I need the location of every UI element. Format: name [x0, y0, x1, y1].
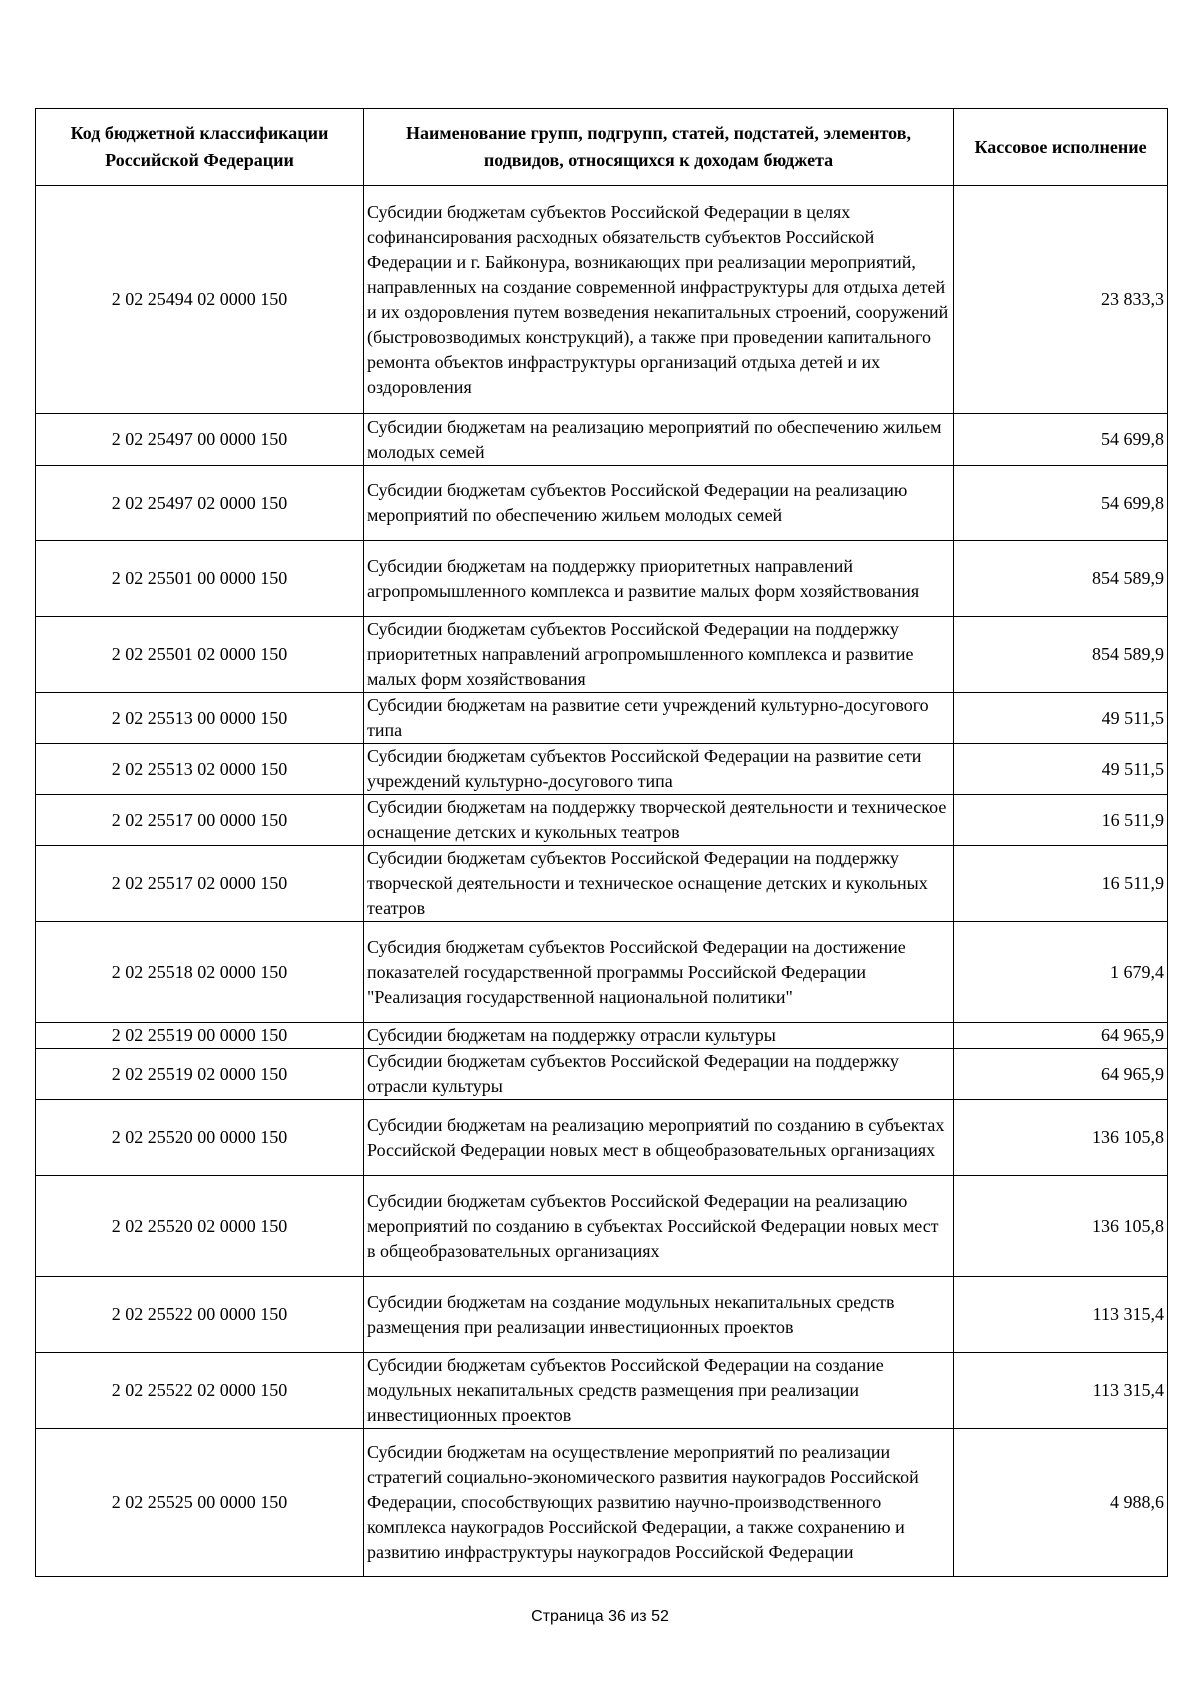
header-amount: Кассовое исполнение — [954, 109, 1168, 186]
table-row — [36, 1353, 1168, 1429]
row-code: 2 02 25517 00 0000 150 — [36, 795, 364, 846]
row-amount: 854 589,9 — [954, 541, 1168, 617]
table-row — [36, 1429, 1168, 1577]
row-code: 2 02 25517 02 0000 150 — [36, 846, 364, 922]
table-row — [36, 1023, 1168, 1049]
row-name: Субсидии бюджетам субъектов Российской Федерации на создание модульных некапитальных средств размещения при реализации инвестиционных проектов — [364, 1353, 954, 1429]
row-name: Субсидии бюджетам на осуществление мероприятий по реализации стратегий социально-экономического развития наукоградов Российской Федерации, способствующих развитию научно-производственного комплекса наукоградов Российской Федерации, а также сохранению и развитию инфраструктуры наукоградов Российской Федерации — [364, 1429, 954, 1577]
table-row — [36, 693, 1168, 744]
table-row — [36, 1277, 1168, 1353]
table-row — [36, 744, 1168, 795]
row-code: 2 02 25513 00 0000 150 — [36, 693, 364, 744]
row-code: 2 02 25497 02 0000 150 — [36, 466, 364, 541]
row-amount: 49 511,5 — [954, 744, 1168, 795]
row-amount: 16 511,9 — [954, 795, 1168, 846]
row-name: Субсидия бюджетам субъектов Российской Федерации на достижение показателей государственной программы Российской Федерации "Реализация государственной национальной политики" — [364, 922, 954, 1023]
table-row — [36, 1100, 1168, 1176]
row-name: Субсидии бюджетам на создание модульных некапитальных средств размещения при реализации инвестиционных проектов — [364, 1277, 954, 1353]
row-code: 2 02 25525 00 0000 150 — [36, 1429, 364, 1577]
row-amount: 1 679,4 — [954, 922, 1168, 1023]
row-amount: 113 315,4 — [954, 1353, 1168, 1429]
table-row — [36, 922, 1168, 1023]
table-row — [36, 1049, 1168, 1100]
table-row — [36, 466, 1168, 541]
row-name: Субсидии бюджетам на реализацию мероприятий по обеспечению жильем молодых семей — [364, 414, 954, 466]
table-header-row — [36, 109, 1168, 186]
row-code: 2 02 25519 02 0000 150 — [36, 1049, 364, 1100]
row-code: 2 02 25497 00 0000 150 — [36, 414, 364, 466]
row-code: 2 02 25501 00 0000 150 — [36, 541, 364, 617]
row-code: 2 02 25520 02 0000 150 — [36, 1176, 364, 1277]
row-name: Субсидии бюджетам на поддержку творческой деятельности и техническое оснащение детских и кукольных театров — [364, 795, 954, 846]
row-code: 2 02 25494 02 0000 150 — [36, 186, 364, 414]
row-amount: 136 105,8 — [954, 1176, 1168, 1277]
row-name: Субсидии бюджетам субъектов Российской Федерации на развитие сети учреждений культурно-досугового типа — [364, 744, 954, 795]
row-amount: 113 315,4 — [954, 1277, 1168, 1353]
row-amount: 64 965,9 — [954, 1049, 1168, 1100]
table-row — [36, 846, 1168, 922]
table-row — [36, 1176, 1168, 1277]
row-code: 2 02 25518 02 0000 150 — [36, 922, 364, 1023]
row-name: Субсидии бюджетам субъектов Российской Федерации в целях софинансирования расходных обязательств субъектов Российской Федерации и г. Байконура, возникающих при реализации мероприятий, направленных на создание современной инфраструктуры для отдыха детей и их оздоровления путем возведения некапитальных строений, сооружений (быстровозводимых конструкций), а также при проведении капитального ремонта объектов инфраструктуры организаций отдыха детей и их оздоровления — [364, 186, 954, 414]
row-name: Субсидии бюджетам на поддержку приоритетных направлений агропромышленного комплекса и развитие малых форм хозяйствования — [364, 541, 954, 617]
row-amount: 16 511,9 — [954, 846, 1168, 922]
budget-revenue-table — [35, 108, 1168, 1577]
row-name: Субсидии бюджетам субъектов Российской Федерации на поддержку творческой деятельности и техническое оснащение детских и кукольных театров — [364, 846, 954, 922]
header-name: Наименование групп, подгрупп, статей, подстатей, элементов, подвидов, относящихся к доходам бюджета — [364, 109, 954, 186]
row-code: 2 02 25522 00 0000 150 — [36, 1277, 364, 1353]
row-code: 2 02 25519 00 0000 150 — [36, 1023, 364, 1049]
table-row — [36, 541, 1168, 617]
row-code: 2 02 25520 00 0000 150 — [36, 1100, 364, 1176]
row-amount: 4 988,6 — [954, 1429, 1168, 1577]
row-amount: 49 511,5 — [954, 693, 1168, 744]
header-code: Код бюджетной классификации Российской Федерации — [36, 109, 364, 186]
table-row — [36, 795, 1168, 846]
row-name: Субсидии бюджетам субъектов Российской Федерации на реализацию мероприятий по обеспечению жильем молодых семей — [364, 466, 954, 541]
table-row — [36, 617, 1168, 693]
row-amount: 54 699,8 — [954, 466, 1168, 541]
row-amount: 23 833,3 — [954, 186, 1168, 414]
row-name: Субсидии бюджетам на поддержку отрасли культуры — [364, 1023, 954, 1049]
row-amount: 64 965,9 — [954, 1023, 1168, 1049]
table-row — [36, 414, 1168, 466]
row-name: Субсидии бюджетам субъектов Российской Федерации на реализацию мероприятий по созданию в субъектах Российской Федерации новых мест в общеобразовательных организациях — [364, 1176, 954, 1277]
row-code: 2 02 25522 02 0000 150 — [36, 1353, 364, 1429]
row-amount: 854 589,9 — [954, 617, 1168, 693]
page-number: Страница 36 из 52 — [531, 1608, 669, 1625]
row-name: Субсидии бюджетам субъектов Российской Федерации на поддержку приоритетных направлений агропромышленного комплекса и развитие малых форм хозяйствования — [364, 617, 954, 693]
row-code: 2 02 25501 02 0000 150 — [36, 617, 364, 693]
row-name: Субсидии бюджетам на развитие сети учреждений культурно-досугового типа — [364, 693, 954, 744]
table-row — [36, 186, 1168, 414]
row-amount: 136 105,8 — [954, 1100, 1168, 1176]
row-name: Субсидии бюджетам субъектов Российской Федерации на поддержку отрасли культуры — [364, 1049, 954, 1100]
row-code: 2 02 25513 02 0000 150 — [36, 744, 364, 795]
row-amount: 54 699,8 — [954, 414, 1168, 466]
row-name: Субсидии бюджетам на реализацию мероприятий по созданию в субъектах Российской Федерации новых мест в общеобразовательных организациях — [364, 1100, 954, 1176]
